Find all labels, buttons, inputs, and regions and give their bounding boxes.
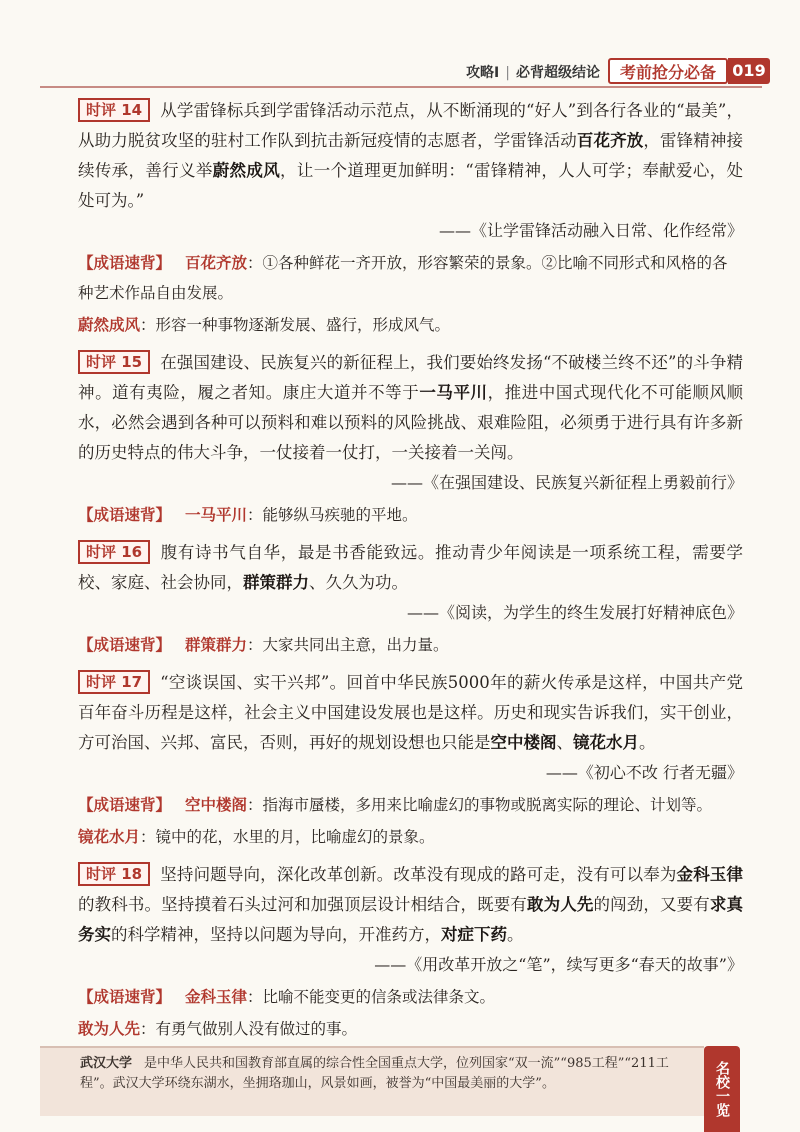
commentary-tag: 时评 15	[78, 350, 150, 374]
page-header	[0, 58, 800, 86]
commentary-tag: 时评 18	[78, 862, 150, 886]
page-number: 019	[728, 58, 770, 84]
source-citation: ——《让学雷锋活动融入日常、化作经常》	[438, 221, 743, 240]
commentary-tag: 时评 14	[78, 98, 150, 122]
commentary-text: 时评 16 腹有诗书气自华，最是书香能致远。推动青少年阅读是一项系统工程，需要学校、家庭、社会协同，群策群力、久久为功。	[78, 538, 743, 598]
university-description: 是中华人民共和国教育部直属的综合性全国重点大学，位列国家“双一流”“985工程”“211工程”。武汉大学环绕东湖水，坐拥珞珈山，风景如画，被誉为“中国最美丽的大学”。	[80, 1056, 669, 1091]
keyword: 敢为人先	[526, 895, 594, 914]
main-content	[78, 96, 743, 1052]
header-badge: 考前抢分必备	[608, 58, 728, 84]
commentary-block	[78, 538, 743, 660]
breadcrumb: 攻略Ⅰ | 必背超级结论	[466, 65, 600, 81]
idiom-entry: 镜花水月：镜中的花，水里的月，比喻虚幻的景象。	[78, 828, 435, 846]
keyword: 求真务实	[78, 895, 744, 944]
commentary-tag: 时评 16	[78, 540, 150, 564]
chapter-label: 必背超级结论	[516, 65, 600, 81]
keyword: 空中楼阁	[490, 733, 557, 752]
university-info-box	[40, 1046, 704, 1116]
keyword: 一马平川	[419, 383, 488, 402]
keyword: 金科玉律	[676, 865, 744, 884]
commentary-block	[78, 668, 743, 852]
commentary-block	[78, 96, 743, 340]
keyword: 蔚然成风	[212, 161, 281, 180]
commentary-block	[78, 860, 743, 1044]
idiom-entry: 【成语速背】 群策群力：大家共同出主意，出力量。	[78, 636, 449, 654]
commentary-text: 时评 14 从学雷锋标兵到学雷锋活动示范点，从不断涌现的“好人”到各行各业的“最美”，从助力脱贫攻坚的驻村工作队到抗击新冠疫情的志愿者，学雷锋活动百花齐放，雷锋精神接续传承，善行义举蔚然成风，让一个道理更加鲜明：“雷锋精神，人人可学；奉献爱心，处处可为。”	[78, 96, 743, 216]
keyword: 百花齐放	[576, 131, 644, 150]
section-label: 攻略Ⅰ	[466, 65, 500, 81]
side-tab: 名校一览	[704, 1046, 740, 1132]
commentary-block	[78, 348, 743, 530]
university-name: 武汉大学	[80, 1056, 133, 1071]
idiom-entry: 【成语速背】 一马平川：能够纵马疾驰的平地。	[78, 506, 418, 524]
keyword: 群策群力	[243, 573, 309, 592]
idiom-entry: 【成语速背】 百花齐放：①各种鲜花一齐开放，形容繁荣的景象。②比喻不同形式和风格的各种艺术作品自由发展。	[78, 254, 728, 302]
commentary-text: 时评 18 坚持问题导向，深化改革创新。改革没有现成的路可走，没有可以奉为金科玉律的教科书。坚持摸着石头过河和加强顶层设计相结合，既要有敢为人先的闯劲，又要有求真务实的科学精神，坚持以问题为导向，开准药方，对症下药。	[78, 860, 743, 950]
source-citation: ——《阅读，为学生的终生发展打好精神底色》	[406, 603, 743, 622]
keyword: 镜花水月	[573, 733, 639, 752]
idiom-entry: 【成语速背】 金科玉律：比喻不能变更的信条或法律条文。	[78, 988, 496, 1006]
commentary-tag: 时评 17	[78, 670, 150, 694]
idiom-entry: 敢为人先：有勇气做别人没有做过的事。	[78, 1020, 358, 1038]
header-rule	[40, 86, 762, 88]
idiom-entry: 蔚然成风：形容一种事物逐渐发展、盛行，形成风气。	[78, 316, 451, 334]
source-citation: ——《用改革开放之“笔”，续写更多“春天的故事”》	[374, 955, 743, 974]
source-citation: ——《初心不改 行者无疆》	[545, 763, 743, 782]
commentary-text: 时评 17 “空谈误国、实干兴邦”。回首中华民族5000年的薪火传承是这样，中国共产党百年奋斗历程是这样，社会主义中国建设发展也是这样。历史和现实告诉我们，实干创业，方可治国、兴邦、富民，否则，再好的规划设想也只能是空中楼阁、镜花水月。	[78, 668, 743, 758]
idiom-entry: 【成语速背】 空中楼阁：指海市蜃楼，多用来比喻虚幻的事物或脱离实际的理论、计划等。	[78, 796, 713, 814]
source-citation: ——《在强国建设、民族复兴新征程上勇毅前行》	[390, 473, 743, 492]
keyword: 对症下药	[441, 925, 507, 944]
commentary-text: 时评 15 在强国建设、民族复兴的新征程上，我们要始终发扬“不破楼兰终不还”的斗争精神。道有夷险，履之者知。康庄大道并不等于一马平川，推进中国式现代化不可能顺风顺水，必然会遇到各种可以预料和难以预料的风险挑战、艰难险阻，必须勇于进行具有许多新的历史特点的伟大斗争，一仗接着一仗打，一关接着一关闯。	[78, 348, 743, 468]
